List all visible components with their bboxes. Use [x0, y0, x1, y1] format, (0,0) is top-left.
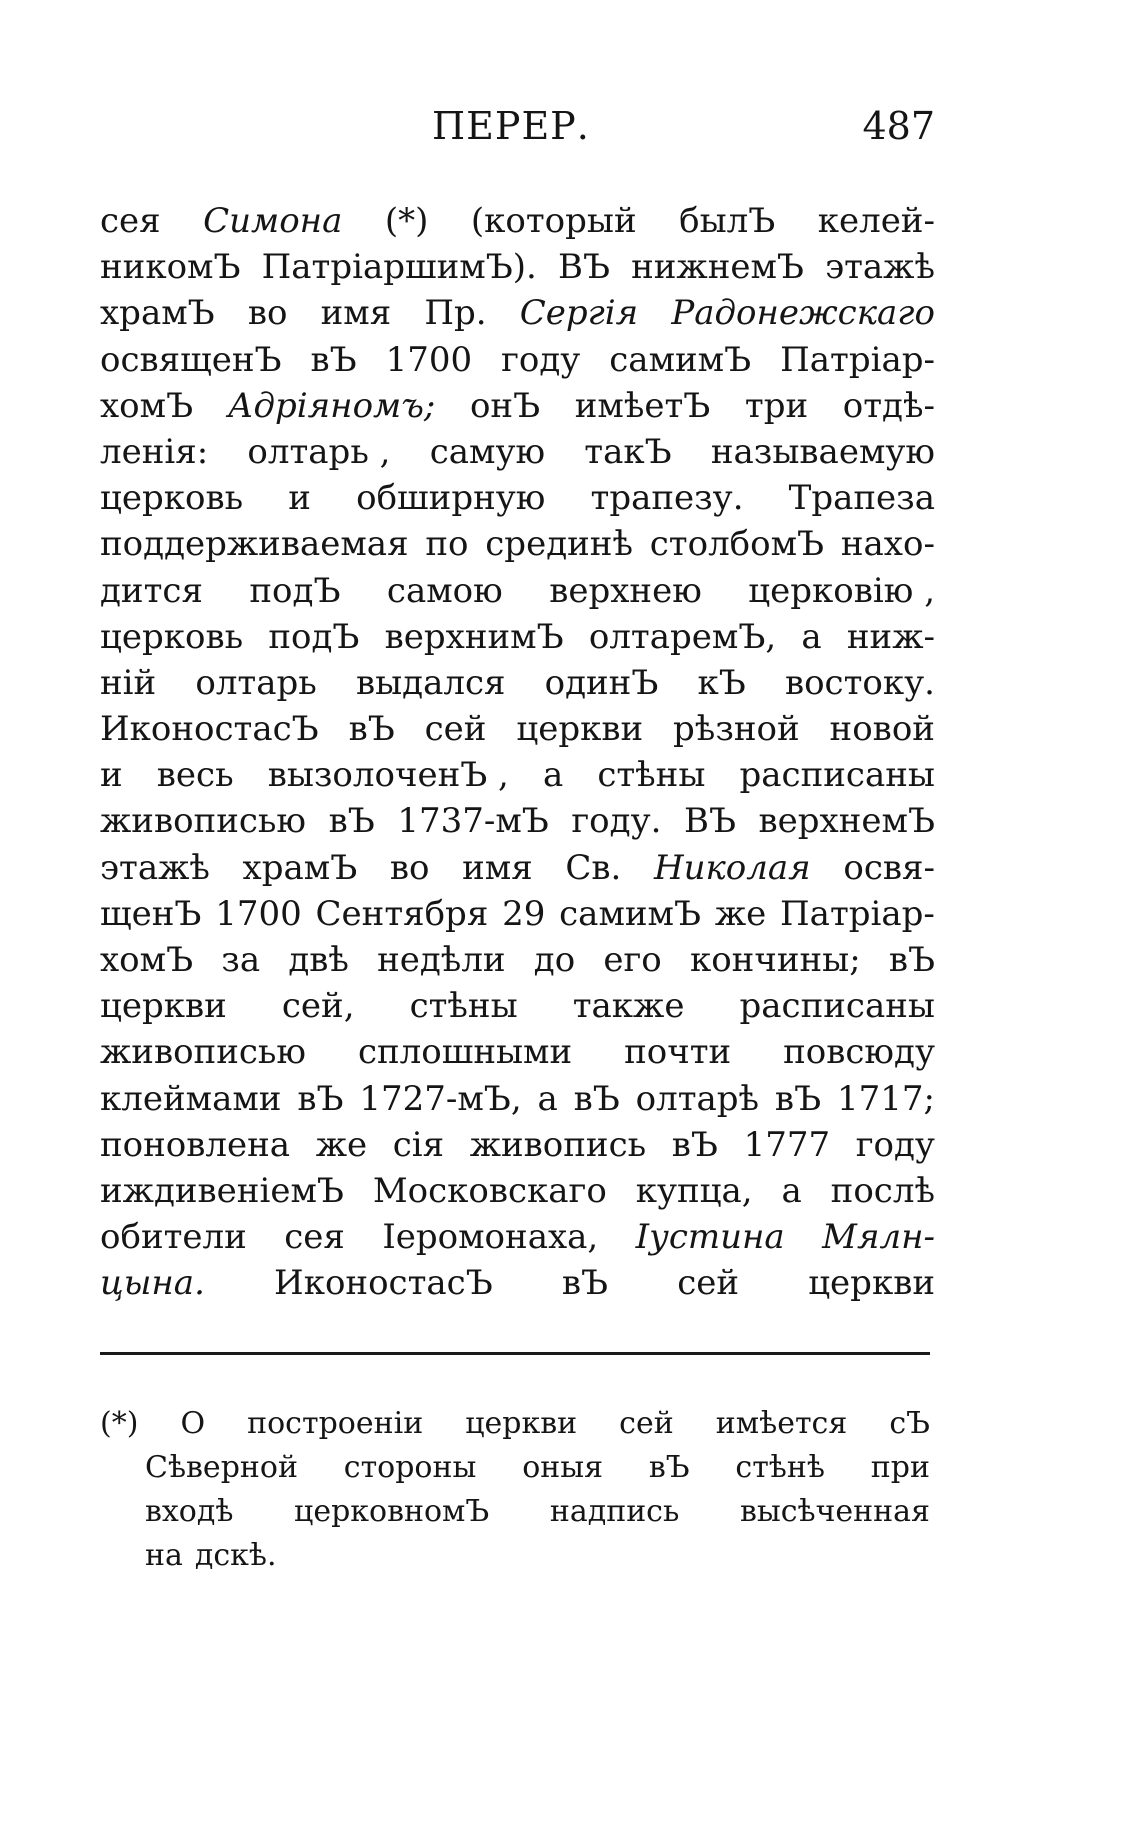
word: 1777	[743, 1124, 831, 1165]
page-number: 487	[862, 104, 935, 148]
text-line	[100, 660, 935, 706]
word: живописью	[100, 801, 307, 842]
footnote-line	[100, 1534, 930, 1578]
text-line	[100, 1029, 935, 1075]
word: Трапеза	[788, 478, 935, 519]
text-line	[100, 475, 935, 521]
word: стѣны	[409, 986, 518, 1027]
word: же	[714, 893, 767, 934]
word: вЪ	[671, 1124, 718, 1165]
text-line	[100, 937, 935, 983]
word: вЪ	[561, 1263, 609, 1304]
text-line	[100, 337, 935, 383]
word: его	[603, 940, 662, 980]
word: Патріар-	[780, 339, 935, 380]
word: Московскаго	[372, 1170, 607, 1211]
running-head: ПЕРЕР.	[432, 104, 590, 148]
word: Патріар-	[780, 893, 935, 934]
word: поддерживаемая	[100, 524, 409, 565]
text-line	[100, 983, 935, 1029]
word: имя	[462, 847, 533, 888]
word: церкви	[516, 709, 644, 750]
word: построеніи	[247, 1406, 424, 1441]
text-line	[100, 1214, 935, 1260]
word: храмЪ	[100, 293, 215, 334]
word: стороны	[343, 1450, 477, 1485]
word: рѣзной	[673, 709, 800, 750]
word: самимЪ	[609, 339, 752, 380]
text-line	[100, 244, 935, 290]
word: году	[855, 1124, 935, 1165]
word: олтаремЪ,	[588, 616, 777, 657]
word: ИконостасЪ	[100, 709, 319, 750]
word: онЪ	[469, 385, 541, 426]
word: а	[537, 1078, 558, 1119]
word: сея	[100, 201, 161, 241]
word: вЪ	[328, 801, 375, 842]
word: Св.	[565, 847, 622, 888]
word: нахо-	[840, 524, 935, 565]
word: 1727-мЪ,	[359, 1078, 522, 1119]
word: Николая	[653, 847, 811, 888]
text-line	[100, 752, 935, 798]
word: поновлена	[100, 1124, 291, 1165]
word: вЪ	[297, 1078, 344, 1119]
word: самою	[386, 570, 503, 611]
word: вЪ	[648, 1450, 690, 1485]
page-header	[100, 104, 935, 160]
word: Мялн-	[822, 1217, 935, 1258]
word: Радонежскаго	[671, 293, 935, 334]
text-line	[100, 706, 935, 752]
word: стѣнѣ	[735, 1450, 825, 1485]
word: ній	[100, 662, 157, 703]
word: сей	[677, 1263, 740, 1304]
text-line	[100, 1168, 935, 1214]
text-line	[100, 1122, 935, 1168]
word: обширную	[356, 478, 546, 519]
word: сЪ	[889, 1406, 930, 1441]
footnote-line	[100, 1446, 930, 1490]
word: сея	[284, 1217, 345, 1258]
word: называемую	[710, 431, 935, 472]
word: живопись	[469, 1124, 647, 1165]
word: двѣ	[288, 940, 349, 980]
word: вЪ	[310, 339, 357, 380]
word: во	[389, 847, 430, 888]
word: вЪ	[888, 940, 935, 980]
word: олтарь ,	[247, 431, 391, 472]
word: освященЪ	[100, 339, 282, 380]
text-line	[100, 891, 935, 937]
word: стѣны	[597, 755, 706, 796]
word: такЪ	[584, 431, 672, 472]
word: же	[315, 1124, 368, 1165]
word: верхнимЪ	[384, 616, 564, 657]
word: сплошными	[357, 1032, 573, 1073]
text-line	[100, 798, 935, 844]
word: столбомЪ	[649, 524, 825, 565]
word: иждивеніемЪ	[100, 1170, 344, 1211]
word: году.	[571, 801, 662, 842]
word: отдѣ-	[842, 385, 935, 426]
word: дскѣ.	[194, 1538, 277, 1573]
word: ИконостасЪ	[274, 1263, 493, 1304]
word: клеймами	[100, 1078, 282, 1119]
word: самимЪ	[559, 893, 702, 934]
word: а	[801, 616, 822, 657]
word: срединѣ	[485, 524, 633, 565]
word: ВЪ	[557, 247, 610, 288]
word: Симона	[203, 201, 343, 241]
word: трапезу.	[590, 478, 744, 519]
word: ВЪ	[683, 801, 736, 842]
word: церковію ,	[748, 570, 935, 611]
word: а	[542, 755, 564, 796]
word: Іустина	[635, 1217, 785, 1258]
word: на	[145, 1538, 183, 1573]
word: востоку.	[784, 662, 935, 703]
word: обители	[100, 1217, 247, 1258]
text-line	[100, 198, 935, 244]
word: этажѣ	[100, 847, 210, 888]
word: вЪ	[774, 1078, 822, 1119]
footnote-line	[100, 1490, 930, 1534]
word: при	[870, 1450, 930, 1485]
word: вЪ	[573, 1078, 620, 1119]
word: (*)	[384, 201, 429, 241]
word: оныя	[522, 1450, 604, 1485]
word: по	[425, 524, 469, 565]
word: расписаны	[739, 755, 935, 796]
word: повсюду	[783, 1032, 935, 1073]
word: послѣ	[830, 1170, 935, 1211]
footnote	[100, 1402, 930, 1578]
word: хомЪ	[100, 385, 194, 426]
word: церкви	[465, 1406, 578, 1441]
word: ниж-	[846, 616, 935, 657]
word: кончины;	[689, 940, 861, 980]
footnote-separator	[100, 1352, 930, 1355]
word: и	[100, 755, 123, 796]
word: 1737-мЪ	[397, 801, 549, 842]
word: олтарѣ	[635, 1078, 760, 1119]
word: освя-	[843, 847, 935, 888]
word: до	[533, 940, 576, 980]
word: этажѣ	[825, 247, 935, 288]
word: входѣ	[145, 1494, 234, 1529]
word: церкви	[100, 986, 227, 1027]
word: Пр.	[424, 293, 487, 334]
word: (*)	[100, 1406, 139, 1441]
main-text	[100, 198, 935, 1307]
word: Сергія	[519, 293, 639, 334]
word: вызолоченЪ ,	[267, 755, 509, 796]
word: во	[247, 293, 288, 334]
text-line	[100, 521, 935, 567]
word: 1700	[215, 893, 302, 934]
word: подЪ	[268, 616, 360, 657]
text-line	[100, 845, 935, 891]
word: (который	[470, 201, 637, 241]
word: ПатріаршимЪ).	[261, 247, 537, 288]
word: три	[744, 385, 809, 426]
word: вЪ	[348, 709, 395, 750]
word: выдался	[355, 662, 506, 703]
word: церковь	[100, 616, 244, 657]
word: 1700	[385, 339, 473, 380]
word: цына.	[100, 1263, 205, 1304]
word: имя	[320, 293, 392, 334]
word: Сѣверной	[145, 1450, 298, 1485]
word: Іеромонаха,	[382, 1217, 599, 1258]
word: О	[180, 1406, 206, 1441]
word: почти	[624, 1032, 732, 1073]
word: кЪ	[697, 662, 746, 703]
word: келей-	[817, 201, 935, 241]
word: а	[781, 1170, 802, 1211]
word: имѣетЪ	[574, 385, 711, 426]
word: церкви	[808, 1263, 935, 1304]
word: сія	[392, 1124, 445, 1165]
word: подЪ	[249, 570, 341, 611]
word: верхнемЪ	[758, 801, 935, 842]
word: никомЪ	[100, 247, 241, 288]
word: щенЪ	[100, 893, 202, 934]
word: высѣченная	[739, 1494, 930, 1529]
word: расписаны	[739, 986, 935, 1027]
word: 29	[502, 893, 546, 934]
text-line	[100, 568, 935, 614]
word: верхнею	[549, 570, 702, 611]
word: олтарь	[195, 662, 317, 703]
word: также	[572, 986, 685, 1027]
text-line	[100, 1260, 935, 1306]
text-line	[100, 614, 935, 660]
word: сей	[619, 1406, 674, 1441]
word: Адріяномъ;	[227, 385, 436, 426]
word: хомЪ	[100, 940, 194, 980]
text-line	[100, 290, 935, 336]
word: ленія:	[100, 431, 209, 472]
word: былЪ	[679, 201, 776, 241]
word: имѣется	[715, 1406, 848, 1441]
word: надпись	[549, 1494, 680, 1529]
word: самую	[429, 431, 546, 472]
word: недѣли	[377, 940, 506, 980]
word: храмЪ	[242, 847, 358, 888]
word: нижнемЪ	[631, 247, 804, 288]
text-line	[100, 429, 935, 475]
word: купца,	[635, 1170, 753, 1211]
word: дится	[100, 570, 203, 611]
word: за	[221, 940, 261, 980]
word: сей	[424, 709, 487, 750]
word: весь	[156, 755, 234, 796]
word: церковь	[100, 478, 244, 519]
word: церковномЪ	[294, 1494, 490, 1529]
footnote-line	[100, 1402, 930, 1446]
text-line	[100, 383, 935, 429]
word: живописью	[100, 1032, 307, 1073]
word: Сентября	[315, 893, 489, 934]
word: одинЪ	[544, 662, 659, 703]
word: новой	[829, 709, 935, 750]
word: году	[501, 339, 581, 380]
word: сей,	[281, 986, 355, 1027]
word: и	[288, 478, 311, 519]
text-line	[100, 1076, 935, 1122]
word: 1717;	[836, 1078, 935, 1119]
